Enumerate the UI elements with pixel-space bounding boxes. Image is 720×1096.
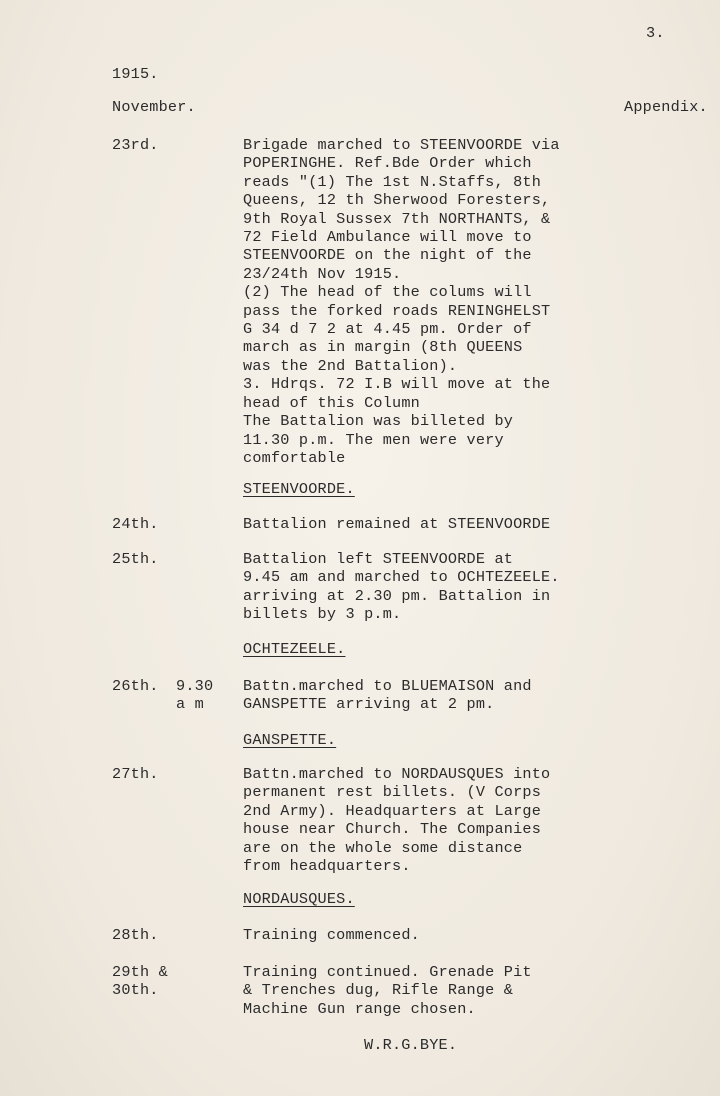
entry-time-26th: 9.30 [176, 677, 214, 695]
location-heading-nordausques: NORDAUSQUES. [243, 890, 355, 908]
entry-line: (2) The head of the colums will [243, 283, 532, 302]
entry-text-23rd [243, 136, 560, 467]
appendix-label: Appendix. [624, 98, 708, 116]
entry-date-29th: 29th & [112, 963, 168, 981]
entry-text-25th [243, 550, 560, 624]
location-heading-ochtezeele: OCHTEZEELE. [243, 640, 346, 658]
entry-line: 9th Royal Sussex 7th NORTHANTS, & [243, 209, 551, 228]
location-heading-ganspette: GANSPETTE. [243, 731, 337, 749]
entry-line: Brigade marched to STEENVOORDE via [243, 136, 560, 154]
entry-line: Queens, 12 th Sherwood Foresters, [243, 191, 551, 210]
entry-line: 72 Field Ambulance will move to [243, 228, 532, 247]
entry-line: Battalion left STEENVOORDE at [243, 550, 514, 568]
entry-line: reads "(1) The 1st N.Staffs, 8th [243, 172, 542, 191]
entry-line: 2nd Army). Headquarters at Large [243, 801, 542, 820]
location-heading-steenvoorde: STEENVOORDE. [243, 480, 355, 498]
entry-line: STEENVOORDE on the night of the [243, 246, 532, 265]
entry-line: pass the forked roads RENINGHELST [243, 301, 551, 320]
entry-date-24th: 24th. [112, 515, 159, 533]
entry-line: 23/24th Nov 1915. [243, 264, 402, 283]
entry-line: GANSPETTE arriving at 2 pm. [243, 695, 495, 714]
entry-text-29th-30th [243, 963, 532, 1018]
entry-date-30th: 30th. [112, 981, 159, 999]
month-heading: November. [112, 98, 196, 116]
entry-line: billets by 3 p.m. [243, 605, 402, 624]
entry-line: Battalion remained at STEENVOORDE [243, 515, 551, 533]
entry-line: 3. Hdrqs. 72 I.B will move at the [243, 375, 551, 394]
entry-line: 11.30 p.m. The men were very [243, 430, 504, 449]
entry-line: house near Church. The Companies [243, 820, 542, 839]
entry-text-24th [243, 515, 550, 533]
entry-line: permanent rest billets. (V Corps [243, 783, 542, 802]
entry-line: march as in margin (8th QUEENS [243, 338, 523, 357]
entry-line: Battn.marched to BLUEMAISON and [243, 677, 532, 695]
entry-text-26th [243, 677, 532, 714]
entry-line: The Battalion was billeted by [243, 412, 514, 431]
entry-date-27th: 27th. [112, 765, 159, 783]
entry-line: are on the whole some distance [243, 838, 523, 857]
entry-text-27th [243, 765, 550, 875]
entry-line: from headquarters. [243, 857, 411, 876]
entry-date-26th: 26th. [112, 677, 159, 695]
entry-line: 9.45 am and marched to OCHTEZEELE. [243, 568, 560, 587]
entry-line: Training continued. Grenade Pit [243, 963, 532, 981]
year-heading: 1915. [112, 65, 159, 83]
entry-line: POPERINGHE. Ref.Bde Order which [243, 154, 532, 173]
entry-time-26th-line2: a m [176, 695, 204, 713]
signature: W.R.G.BYE. [364, 1036, 458, 1054]
entry-line: Machine Gun range chosen. [243, 999, 476, 1018]
entry-line: Training commenced. [243, 926, 420, 944]
page-number: 3. [646, 24, 665, 42]
entry-line: head of this Column [243, 393, 420, 412]
entry-date-23rd: 23rd. [112, 136, 159, 154]
entry-line: comfortable [243, 448, 346, 467]
entry-text-28th [243, 926, 420, 944]
entry-date-28th: 28th. [112, 926, 159, 944]
entry-date-25th: 25th. [112, 550, 159, 568]
entry-line: arriving at 2.30 pm. Battalion in [243, 586, 551, 605]
entry-line: G 34 d 7 2 at 4.45 pm. Order of [243, 320, 532, 339]
entry-line: was the 2nd Battalion). [243, 356, 458, 375]
entry-line: Battn.marched to NORDAUSQUES into [243, 765, 551, 783]
entry-line: & Trenches dug, Rifle Range & [243, 981, 514, 1000]
